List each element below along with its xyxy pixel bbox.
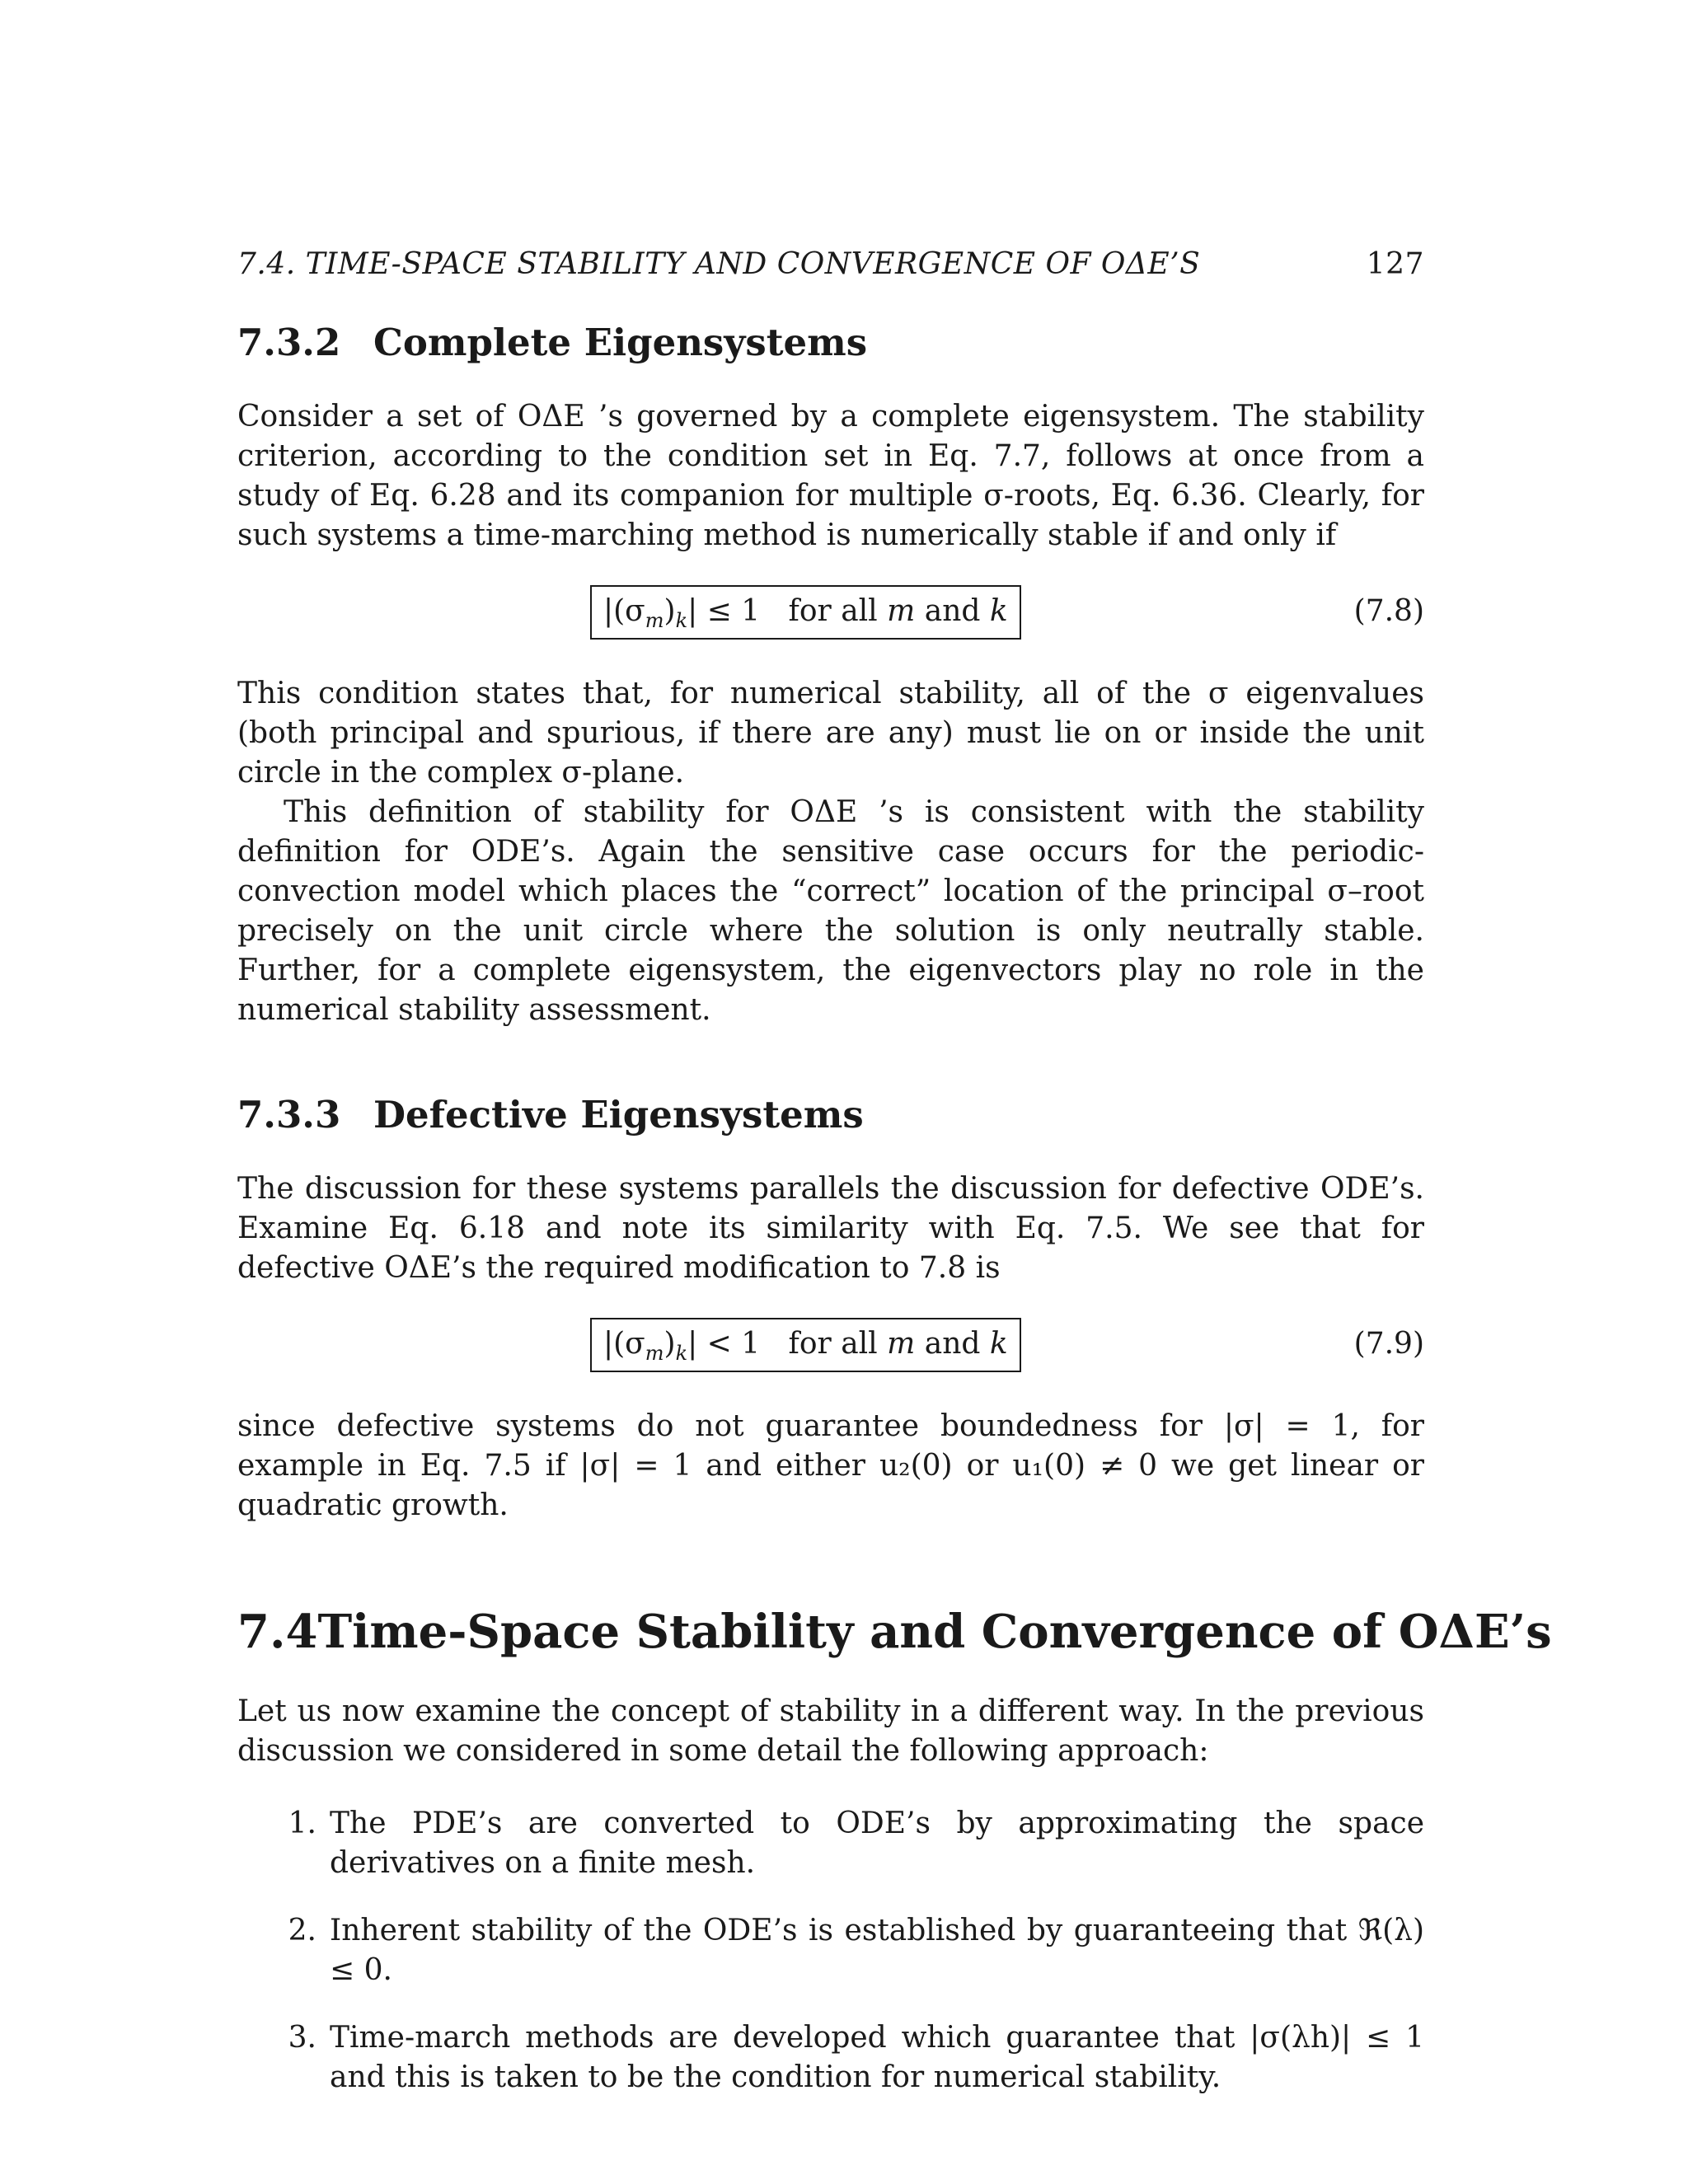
list-text: Time-march methods are developed which guarantee that |σ(λh)| ≤ 1 and this is taken to be the condition for numerical stability. <box>330 2021 1424 2094</box>
eq-var-k: k <box>989 1327 1008 1361</box>
list-text: The PDE’s are converted to ODE’s by approximating the space derivatives on a finite mesh. <box>330 1807 1424 1880</box>
eq-and: and <box>924 594 981 628</box>
eq-sub-k: k <box>675 1342 688 1365</box>
list-text: Inherent stability of the ODE’s is established by guaranteeing that ℜ(λ) ≤ 0. <box>330 1914 1424 1987</box>
paragraph: Consider a set of OΔE ’s governed by a complete eigensystem. The stability criterion, according to the condition set in Eq. 7.7, follows at once from a study of Eq. 6.28 and its companion for multiple σ-roots, Eq. 6.36. Clearly, for such systems a time-marching method is numerically stable if and only if <box>237 400 1424 552</box>
list-number: 1. <box>288 1807 316 1840</box>
page-number: 127 <box>1366 247 1424 281</box>
subsection-number: 7.3.2 <box>237 321 341 364</box>
eq-var-k: k <box>989 594 1008 628</box>
section-heading-time-space-stability <box>237 1605 1552 1659</box>
paragraph: Let us now examine the concept of stability in a different way. In the previous discussion we considered in some detail the following approach: <box>237 1694 1424 1768</box>
paragraph: This condition states that, for numerical stability, all of the σ eigenvalues (both principal and spurious, if there are any) must lie on or inside the unit circle in the complex σ-plane. <box>237 677 1424 790</box>
equation-box <box>590 585 1021 640</box>
eq-mid: ) <box>663 594 676 628</box>
list-item <box>237 1911 1424 1990</box>
eq-var-m: m <box>887 594 916 628</box>
subsection-title: Complete Eigensystems <box>373 321 868 364</box>
running-head <box>237 247 1424 281</box>
eq-and: and <box>924 1327 981 1361</box>
eq-mid: ) <box>663 1327 676 1361</box>
list-number: 2. <box>288 1914 316 1947</box>
eq-lhs: |(σ <box>603 594 645 628</box>
paragraph: This definition of stability for OΔE ’s is consistent with the stability definition for ODE’s. Again the sensitive case occurs for the periodic-convection model which places the “correct” location of the principal σ–root precisely on the unit circle where the solution is only neutrally stable. Further, for a complete eigensystem, the eigenvectors play no role in the numerical stability assessment. <box>237 795 1424 1027</box>
approach-list <box>237 1804 1424 2097</box>
eq-sub-k: k <box>675 609 688 632</box>
equation-box <box>590 1318 1021 1372</box>
equation-7-8 <box>237 585 1424 644</box>
list-item <box>237 2018 1424 2097</box>
equation-7-9 <box>237 1318 1424 1377</box>
eq-lhs: |(σ <box>603 1327 645 1361</box>
equation-number: (7.9) <box>1353 1327 1424 1361</box>
subsection-heading-complete-eigensystems <box>237 321 1424 364</box>
eq-relation: | < 1 <box>687 1327 761 1361</box>
paragraph: since defective systems do not guarantee boundedness for |σ| = 1, for example in Eq. 7.5 if |σ| = 1 and either u₂(0) or u₁(0) ≠ 0 we get linear or quadratic growth. <box>237 1409 1424 1522</box>
eq-sub-m: m <box>645 1342 664 1365</box>
section-title: Time-Space Stability and Convergence of OΔE’s <box>317 1605 1552 1659</box>
page <box>237 247 1552 2125</box>
paragraph: The discussion for these systems parallels the discussion for defective ODE’s. Examine Eq. 6.18 and note its similarity with Eq. 7.5. We see that for defective OΔE’s the required modification to 7.8 is <box>237 1172 1424 1285</box>
subsection-heading-defective-eigensystems <box>237 1093 1424 1137</box>
list-number: 3. <box>288 2021 316 2055</box>
list-item <box>237 1804 1424 1883</box>
equation-number: (7.8) <box>1353 594 1424 628</box>
subsection-title: Defective Eigensystems <box>373 1093 864 1137</box>
eq-text: for all <box>788 594 878 628</box>
running-title: 7.4. TIME-SPACE STABILITY AND CONVERGENCE OF OΔE’S <box>237 247 1201 281</box>
subsection-number: 7.3.3 <box>237 1093 341 1137</box>
eq-var-m: m <box>887 1327 916 1361</box>
eq-sub-m: m <box>645 609 664 632</box>
section-number: 7.4 <box>237 1605 318 1659</box>
eq-text: for all <box>788 1327 878 1361</box>
eq-relation: | ≤ 1 <box>687 594 761 628</box>
